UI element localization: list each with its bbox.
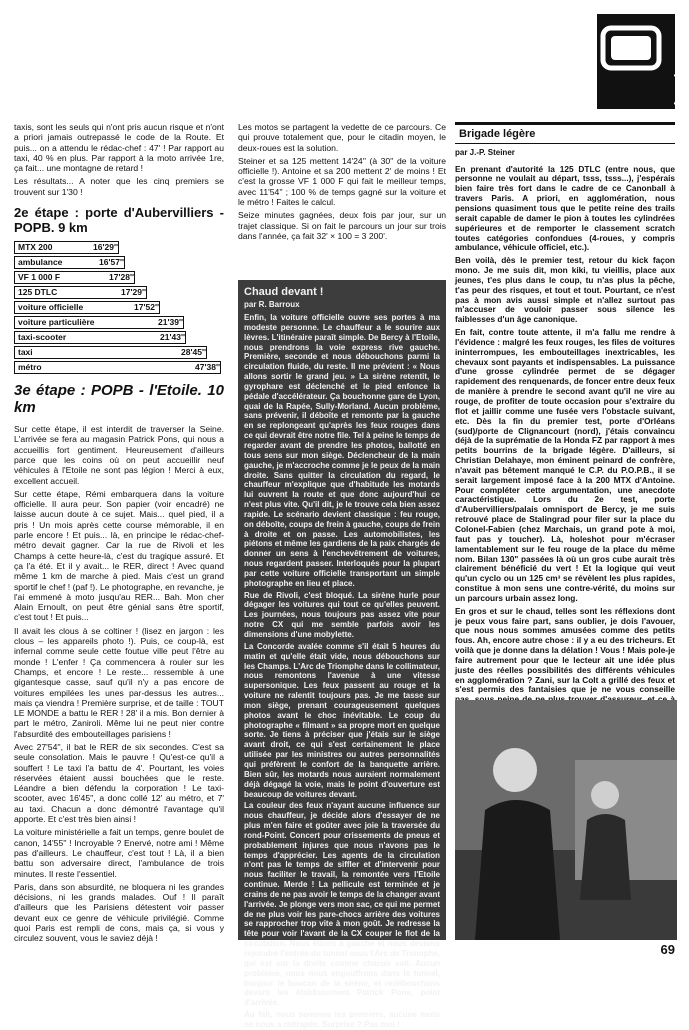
column-1 (14, 122, 224, 947)
dossier-label: dossier (671, 60, 687, 110)
result-time: 17'28'' (109, 272, 134, 283)
brigade-byline: par J.-P. Steiner (455, 148, 515, 158)
result-vehicle: métro (18, 362, 42, 373)
result-row (14, 301, 224, 314)
stage3-paragraph-6: Paris, dans son absurdité, ne bloquera ni les grandes décisions, ni les grands malades. Ouf ! Il paraît d'ailleurs que les Parisiens détestent voir passer devant eux ce genre de véhicule privilégié. Comme quoi Paris est rempli de cons, mais ça, si vous y circulez souvent, vous le saviez déjà ! (14, 881, 224, 944)
result-row (14, 346, 224, 359)
brigade-paragraph-2: Ben voilà, dès le premier test, retour du kick façon mono. Je me suis dit, mon kiki, tu vieillis, place aux jeunes, t'es plus dans le coup, tu n'as plus la pêche, t'as peur des risques, et tout et tout. Pourtant, ce n'est pas à mon avis aussi simple et n'allez surtout pas m'accuser de vouloir passer sous silence les faiblesses d'un âge canonique. (455, 255, 675, 325)
result-time: 21'43'' (160, 332, 185, 343)
result-time: 16'57'' (99, 257, 124, 268)
result-row (14, 316, 224, 329)
sidebar-paragraph-4: La couleur des feux n'ayant aucune influence sur nous chauffeur, je décide alors d'essayer de ne plus m'en faire et goûter avec joie la traversée du rond-Point. Concert pour crissements de pneus et probablement injures que nous n'avons pas le temps d'apprécier. Les agents de la circulation n'ont pas le temps de siffler et d'intervenir pour nous faciliter le travail, la remontée vers l'Etoile continue. Merde ! La pellicule est terminée et je crains de ne pas avoir le temps de la changer avant l'arrivée. Je plonge vers mon sac, ce qui me permet de ne plus voir les pare-chocs arrière des voitures se rapprocher trop vite à mon goût. Je redresse la tête pour voir l'avant de la CX couper le flot de la circulation. Nous étions à gauche et nous devions rejoindre l'entrée du tunnel sous l'Arc de Triomphe, qui est sur la droite comme chacun sait. Aucun problème, nous nous engouffrons dans le tunnel, bonjour le boucan de la sirène, et redébouchons devant les établissement Patrick Pons, point d'arrivée. (244, 801, 440, 1008)
result-time: 16'29'' (93, 242, 118, 253)
dossier-logo (597, 14, 687, 110)
results-note: Les résultats... A noter que les cinq premiers se trouvent sur 1'30 ! (14, 176, 224, 197)
stage3-paragraph-1: Sur cette étape, il est interdit de traverser la Seine. L'arrivée se fera au magasin Patrick Pons, qui nous a accueillis fort gentiment. Heureusement d'ailleurs parce que les coins où on peut accueillir neuf véhicules à l'Etoile ne sont pas légion ! Merci à eux, excellent accueil. (14, 424, 224, 486)
sidebar-paragraph-5: Au fait, nous sommes les premiers, aucune moto ne nous a rattrapés. Surprise ? Pas moi ! (244, 1010, 440, 1029)
stage3-paragraph-5: La voiture ministérielle a fait un temps, genre boulet de canon, 14'55'' ! Incroyable ? Enervé, notre ami ! Même pas d'ailleurs. Le chauffeur, c'est tout ! Là, il a bien battu son adversaire direct, l'ambulance de trois minutes. Il reste l'essentiel. (14, 827, 224, 879)
result-row (14, 271, 224, 284)
result-bar (14, 361, 221, 374)
result-row (14, 241, 224, 254)
sidebar-paragraph-3: La Concorde avalée comme s'il était 5 heures du matin et qu'elle était vide, nous débouchons sur les Champs. L'Arc de Triomphe dans le collimateur, nous remontons l'avenue à une vitesse supersonique. Les feux passent au rouge et la voiture ne ralentit toujours pas. Je me tasse sur mon siège, prenant courageusement quelques photos avant le choc inévitable. Le coup du photographe « filmant » sa propre mort en quelque sorte. Je tiens à préciser que j'étais sur le siège avant droit, ce qui s'est certainement le place utilisée par les ministres ou autres personnalités qui préfèrent le confort de la banquette arrière. Bien sûr, les motards nous auraient normalement déjà dégagé la voie, mais le point d'ouverture est beaucoup de voitures devant. (244, 641, 440, 799)
photo-illustration (455, 700, 677, 940)
result-row (14, 331, 224, 344)
intro-paragraph: taxis, sont les seuls qui n'ont pris aucun risque et n'ont a priori jamais outrepassé le code de la Route. Et puis... on a attendu le rédac-chef : 47' ! Par rapport au taxi, 40 % en plus. Par rapport à la moto arrivée 1re, ça fait... une montagne de retard ! (14, 122, 224, 174)
sidebar-paragraph-1: Enfin, la voiture officielle ouvre ses portes à ma modeste personne. Le chauffeur a le sourire aux lèvres. L'itinéraire paraît simple. De Bercy à l'Etoile, nous prendrons la voie express rive gauche. Première, seconde et nous débouchons parmi la circulation fluide, du reste. Il me prévient : « Nous allons sortir le grand jeu. » La sirène retentit, le gyrophare est déclenché et le pied enfonce la pédale d'accélérateur. Ça bouchonne gare de Lyon, quai de la Rapée, Sully-Morland. Aucun problème, sans prévenir, il déboîte et remonte par la gauche en se replongeant qu'après les feux rouges dans ce qui devrait être notre file. Tel à peine le temps de regarder avant de prendre les photos, ballotté en tous sens sur mon siège. Déclencheur de la main gauche, je m'accroche comme je le peux de la main droite. Sans quitter la circulation du regard, le chauffeur m'explique que d'habitude les motards lui ouvrent la route et que donc aujourd'hui ce n'est plus vite. Qu'il dit, je le trouve cela bien assez rapide. Le scénario devient classique : feu rouge, on déboîte, coups de frein à gauche, coups de frein à droite et on passe. Les automobilistes, les piétons et même les gardiens de la paix chargés de donner un sens à l'enchevêtrement de voitures, nous regardent passer. Interloqués pour la plupart par cette voiture officielle transportant un simple photographe en lieu et place. (244, 313, 440, 588)
stage2-title: 2e étape : porte d'Aubervilliers - POPB. 9 km (14, 205, 224, 236)
column-2 (238, 122, 446, 244)
result-time: 21'39'' (158, 317, 183, 328)
result-time: 17'52'' (134, 302, 159, 313)
col2-paragraph-2: Steiner et sa 125 mettent 14'24'' (à 30'' de la voiture officielle !). Antoine et sa 200 mettent 2' de moins ! Et c'est la grosse VF 1 000 F qui fait le meilleur temps, avec 11'54'' ; 100 % de temps gagné sur la voiture et le métro ! Faites le calcul. (238, 155, 446, 208)
sidebar-paragraph-2: Rue de Rivoli, c'est bloqué. La sirène hurle pour dégager les voitures qui tout ce qu'elles peuvent. Les journées, nous toujours pas assez vite pour notre CX qui me semble parfois avoir les dimensions d'une mobylette. (244, 590, 440, 639)
sidebar-byline: par R. Barroux (244, 300, 300, 309)
brigade-paragraph-3: En fait, contre toute attente, il m'a fallu me rendre à l'évidence : malgré les feux rouges, les files de voitures ininterrompues, les embouteillages inextricables, les chevaux sont payants et indispensables. La puissance d'une grosse cylindrée permet de se dégager rapidement des renquenards, de foncer entre deux feux de manière à prendre le second avant qu'il ne vire au rouge, de profiter de toute occasion pour s'extraire du flot et jaillir comme une fusée vers l'obstacle suivant, etc. Dès la fin du premier test, porte d'Orléans (sud)/porte de Clignancourt (nord), j'étais convaincu déjà de la suprématie de la Honda FZ par rapport à mes petits bourrins de la brigade légère. D'ailleurs, si Christian Delahaye, mon éminent peinard de confrère, n'avait pas bêtement manqué le C.P. du P.O.P.B., il se serait largement imposé face à la 200 MTX d'Antoine. Pour compléter cette argumentation, une anecdote caractéristique. Lors du 2e test, porte d'Aubervilliers/palais omnisport de Bercy, je me suis retrouvé place de Stalingrad pour filer sur la place du Colonel-Fabien (chez Marchais, un grand pote à moi, faut pas y toucher). Là, holeshot pour m'écraser lamentablement sur le feu rouge de la place du même nom. Bilan 130" passées là où un gros cube aurait très clairement bénéficié du vert ! Et la logique qui veut qu'un cyclo ou un 125 cm³ se révèlent les plus rapides, constitue à mon sens une contre-vérité, du moins sur un parcours urbain assez long. (455, 327, 675, 603)
result-vehicle: voiture officielle (18, 302, 84, 313)
stage3-paragraph-2: Sur cette étape, Rémi embarquera dans la voiture officielle. Il aura peur. Son papier (voir encadré) ne laisse aucun doute à ce sujet. Mais... quel pied, il a pris ! Un mois après cette course mémorable, il en parle encore ! Et puis... là, en principe le rédac-chef-métro devait gagner. Car la rue de Rivoli et les Champs à cette heure-là, c'est du tragique assuré. Et ça l'a été. Et il y avait... le RER, direct ! Avec quand même 1 km de marche à pied. Mais c'est un grand sportif le chef ! (paf !). Le photographe, en revanche, je l'ai emmené à moto jusqu'au RER... Bah. Mon cher Alain Ernoult, on peut être génial sans être sportif, c'est tout ! Et puis... (14, 488, 224, 623)
stage2-results-table (14, 241, 224, 374)
result-vehicle: taxi-scooter (18, 332, 67, 343)
result-time: 47'38'' (195, 362, 220, 373)
result-vehicle: VF 1 000 F (18, 272, 61, 283)
sidebar-title: Chaud devant ! (244, 286, 324, 298)
result-time: 17'29'' (121, 287, 146, 298)
page-number: 69 (660, 942, 675, 957)
result-vehicle: ambulance (18, 257, 63, 268)
brigade-title: Brigade légère (455, 125, 675, 143)
brigade-paragraph-1: En prenant d'autorité la 125 DTLC (entre nous, que personne ne voulait au départ, tsss, tsss...), j'espérais bien faire très fort dans le cadre de ce Canonball à travers Paris. A priori, en agglomération, nous pensions quasiment tous que le petite reine des trails serait capable de damer le pion à toutes les cylindrées supérieures et de remporter le classement scratch toutes catégories confondues (4-roues, y compris ambulance, véhicule officiel, etc.). (455, 163, 675, 253)
stage3-title: 3e étape : POPB - l'Etoile. 10 km (14, 382, 224, 417)
rider-photo (455, 700, 677, 940)
stage3-paragraph-4: Avec 27'54'', il bat le RER de six secondes. C'est sa seule consolation. Mais le pauvre ! Qu'est-ce qu'il a souffert ! Le taxi l'a battu de 4'. Pourtant, les voies réservées étaient aussi bouchées que le reste. Léandre a bien défendu la corporation ! Le taxi-scooter, avec 16'45'', a donc collé 12' au métro, et 7' au taxi. Chacun a donc démontré l'avantage qu'il apporte. Et c'est très bien ainsi ! (14, 741, 224, 825)
result-vehicle: taxi (18, 347, 33, 358)
col2-paragraph-1: Les motos se partagent la vedette de ce parcours. Ce qui prouve totalement que, pour le citadin moyen, le deux-roues est la solution. (238, 122, 446, 153)
dossier-tab-icon (597, 14, 675, 109)
col2-paragraph-3: Seize minutes gagnées, deux fois par jour, sur un trajet classique. Si on fait le parcours un jour sur trois dans l'année, ça fait 32' × 100 = 3 200'. (238, 210, 446, 241)
result-row (14, 361, 224, 374)
result-row (14, 256, 224, 269)
result-time: 28'45'' (181, 347, 206, 358)
stage3-paragraph-3: Il avait les clous à se coltiner ! (lisez en jargon : les clous – les appareils photo !). Puis, ce coup-là, est infernal comme seule cette foutue ville peut l'être au monde ! L'enfer ! Ça commencera à rouler sur les Champs, et encore ! Le reste... ressemble à une gigantesque casse, sauf qu'il n'y a pas encore de voitures empilées les unes par-dessus les autres... mais ça viendra ! Première surprise, et de taille : TOUT LE MONDE a battu le RER ! 28' il a mis. Bon dernier à part le métro, Zaniroli. Même lui ne peut nier contre l'absurdité des embouteillages parisiens ! (14, 625, 224, 739)
result-row (14, 286, 224, 299)
chaud-devant-sidebar (238, 280, 446, 1029)
result-bar (14, 346, 207, 359)
result-vehicle: voiture particulière (18, 317, 95, 328)
column-3 (455, 122, 675, 725)
result-vehicle: 125 DTLC (18, 287, 58, 298)
result-vehicle: MTX 200 (18, 242, 53, 253)
brigade-paragraph-4: En gros et sur le chaud, telles sont les réflexions dont je peux vous faire part, sans oublier, je dois l'avouer, que nous nous sommes amusées comme des petits fous. Ah, encore autre chose : il y a eu des tricheurs. Et voilà que je donne dans la délation ! Vous ! Mais pole-je faire autrement pour que le lecteur ait une idée plus juste des réelles possibilités des différents véhicules en agglomération ? Zani, sur la Colt a grillé des feux et s'est permis des fantaisies que je ne vous conseille (455, 605, 675, 695)
